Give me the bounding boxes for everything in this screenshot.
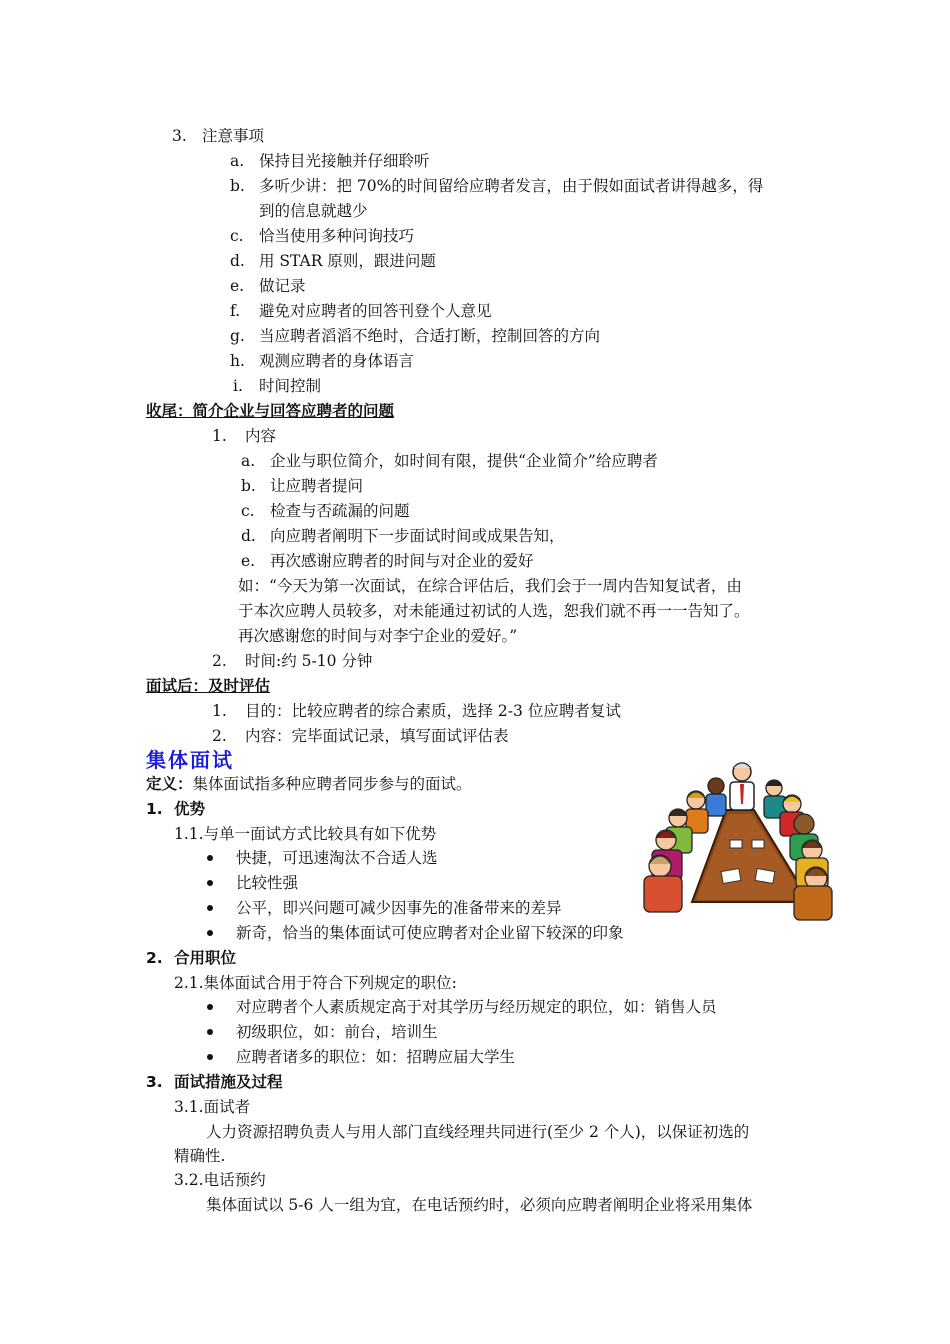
- after-item: 目的：比较应聘者的综合素质，选择 2-3 位应聘者复试: [245, 702, 621, 720]
- close-time: 时间:约 5-10 分钟: [245, 652, 373, 670]
- note-item: 保持目光接触并仔细聆听: [259, 152, 430, 170]
- group-def-label: 定义：: [146, 775, 193, 793]
- note-item-cont: 到的信息就越少: [259, 202, 368, 220]
- group-s3-1-para-cont: 精确性.: [174, 1147, 226, 1165]
- note-item: 观测应聘者的身体语言: [259, 352, 415, 370]
- group-s1-number: 1.: [146, 800, 163, 818]
- bullet-icon: [207, 880, 213, 886]
- close-marker: e.: [241, 552, 256, 570]
- close-item: 向应聘者阐明下一步面试时间或成果告知，: [270, 527, 565, 545]
- note-item: 多听少讲：把 70%的时间留给应聘者发言，由于假如面试者讲得越多，得: [259, 177, 764, 195]
- close-quote-line: 于本次应聘人员较多，对未能通过初试的人选，恕我们就不再一一告知了。: [238, 602, 750, 620]
- note-item: 做记录: [259, 277, 306, 295]
- meeting-illustration: [634, 752, 834, 924]
- close-marker: a.: [241, 452, 256, 470]
- bullet-icon: [207, 905, 213, 911]
- note-marker: c.: [230, 227, 244, 245]
- note-title: 注意事项: [202, 127, 265, 145]
- close-heading: 收尾：简介企业与回答应聘者的问题: [146, 402, 395, 420]
- bullet-icon: [207, 1029, 213, 1035]
- close-marker: b.: [241, 477, 256, 495]
- close-item: 企业与职位简介，如时间有限，提供“企业简介”给应聘者: [270, 452, 658, 470]
- group-s2-title: 合用职位: [174, 949, 237, 967]
- after-number: 2.: [212, 727, 227, 745]
- bullet-icon: [207, 855, 213, 861]
- note-item: 时间控制: [259, 377, 322, 395]
- close-item: 再次感谢应聘者的时间与对企业的爱好: [270, 552, 534, 570]
- note-number: 3.: [172, 127, 187, 145]
- group-s1-bullet: 快捷，可迅速淘汰不合适人选: [236, 849, 438, 867]
- bullet-icon: [207, 1054, 213, 1060]
- after-heading: 面试后：及时评估: [146, 677, 271, 695]
- group-title: 集体面试: [146, 748, 234, 772]
- group-s2-sub: 2.1.集体面试合用于符合下列规定的职位:: [174, 974, 457, 992]
- group-s1-title: 优势: [174, 800, 206, 818]
- note-item: 恰当使用多种问询技巧: [259, 227, 415, 245]
- note-marker: d.: [230, 252, 245, 270]
- close-marker: c.: [241, 502, 255, 520]
- close-number: 1.: [212, 427, 227, 445]
- note-item: 当应聘者滔滔不绝时，合适打断，控制回答的方向: [259, 327, 601, 345]
- close-subtitle: 内容: [245, 427, 277, 445]
- note-marker: b.: [230, 177, 245, 195]
- note-item: 避免对应聘者的回答刊登个人意见: [259, 302, 492, 320]
- group-s2-bullet: 初级职位，如：前台，培训生: [236, 1023, 438, 1041]
- close-quote-line: 如：“今天为第一次面试，在综合评估后，我们会于一周内告知复试者，由: [238, 577, 742, 595]
- note-item: 用 STAR 原则，跟进问题: [259, 252, 436, 270]
- after-item: 内容：完毕面试记录，填写面试评估表: [245, 727, 509, 745]
- close-item: 让应聘者提问: [270, 477, 364, 495]
- group-def-text: 集体面试指多种应聘者同步参与的面试。: [192, 775, 472, 793]
- group-s2-bullet: 应聘者诸多的职位：如：招聘应届大学生: [236, 1048, 516, 1066]
- group-s2-number: 2.: [146, 949, 163, 967]
- note-marker: e.: [230, 277, 245, 295]
- group-s2-bullet: 对应聘者个人素质规定高于对其学历与经历规定的职位，如：销售人员: [236, 998, 717, 1016]
- group-s1-bullet: 新奇，恰当的集体面试可使应聘者对企业留下较深的印象: [236, 924, 624, 942]
- note-marker: f.: [230, 302, 241, 320]
- group-s3-2-para: 集体面试以 5-6 人一组为宜，在电话预约时，必须向应聘者阐明企业将采用集体: [206, 1196, 753, 1214]
- group-s1-bullet: 比较性强: [236, 874, 299, 892]
- group-s1-bullet: 公平，即兴问题可减少因事先的准备带来的差异: [236, 899, 562, 917]
- close-item: 检查与否疏漏的问题: [270, 502, 410, 520]
- bullet-icon: [207, 1004, 213, 1010]
- close-marker: d.: [241, 527, 256, 545]
- note-marker: a.: [230, 152, 245, 170]
- note-marker: i.: [233, 377, 243, 395]
- note-marker: g.: [230, 327, 245, 345]
- group-s3-title: 面试措施及过程: [174, 1073, 283, 1091]
- group-s3-number: 3.: [146, 1073, 163, 1091]
- group-s3-1-para: 人力资源招聘负责人与用人部门直线经理共同进行(至少 2 个人)，以保证初选的: [206, 1123, 750, 1141]
- after-number: 1.: [212, 702, 227, 720]
- group-s3-2-heading: 3.2.电话预约: [174, 1171, 266, 1189]
- close-quote-line: 再次感谢您的时间与对李宁企业的爱好。”: [238, 627, 518, 645]
- close-number: 2.: [212, 652, 227, 670]
- group-s3-1-heading: 3.1.面试者: [174, 1098, 251, 1116]
- note-marker: h.: [230, 352, 245, 370]
- bullet-icon: [207, 930, 213, 936]
- group-s1-sub: 1.1.与单一面试方式比较具有如下优势: [174, 825, 437, 843]
